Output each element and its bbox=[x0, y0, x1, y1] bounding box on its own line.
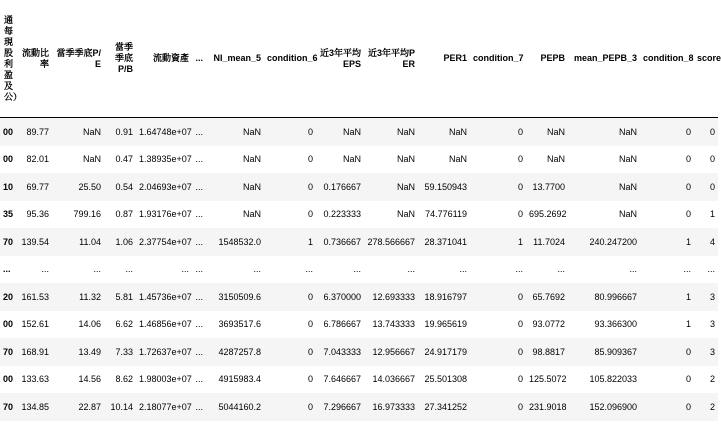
table-cell: ... bbox=[192, 311, 206, 339]
table-cell: 11.7024 bbox=[526, 228, 568, 256]
table-cell: 7.33 bbox=[104, 338, 136, 366]
column-header: ... bbox=[192, 0, 206, 118]
table-cell: NaN bbox=[206, 201, 264, 229]
table-cell: 1.98003e+07 bbox=[136, 366, 192, 394]
table-cell: 2.37754e+07 bbox=[136, 228, 192, 256]
table-cell: 2 bbox=[694, 393, 718, 421]
table-cell: 2.04693e+07 bbox=[136, 173, 192, 201]
table-cell: 13.49 bbox=[52, 338, 104, 366]
table-cell: 125.5072 bbox=[526, 366, 568, 394]
table-cell: 0 bbox=[470, 338, 526, 366]
row-index-cell: 70 bbox=[0, 393, 16, 421]
table-cell: ... bbox=[316, 256, 364, 284]
row-index-cell: 20 bbox=[0, 283, 16, 311]
table-row bbox=[0, 256, 718, 284]
table-cell: 18.916797 bbox=[418, 283, 470, 311]
table-cell: 695.2692 bbox=[526, 201, 568, 229]
table-cell: 0 bbox=[470, 366, 526, 394]
table-cell: ... bbox=[192, 256, 206, 284]
table-cell: 95.36 bbox=[16, 201, 52, 229]
table-cell: 0.91 bbox=[104, 118, 136, 146]
table-cell: 82.01 bbox=[16, 146, 52, 174]
table-cell: NaN bbox=[364, 173, 418, 201]
table-cell: 8.62 bbox=[104, 366, 136, 394]
table-cell: 0.47 bbox=[104, 146, 136, 174]
table-cell: 231.9018 bbox=[526, 393, 568, 421]
table-row bbox=[0, 393, 718, 421]
table-cell: 0 bbox=[470, 311, 526, 339]
table-row bbox=[0, 311, 718, 339]
row-index-cell: 35 bbox=[0, 201, 16, 229]
table-cell: 1.06 bbox=[104, 228, 136, 256]
table-cell: 0 bbox=[264, 146, 316, 174]
table-cell: 0 bbox=[640, 201, 694, 229]
table-cell: 11.32 bbox=[52, 283, 104, 311]
table-cell: 6.370000 bbox=[316, 283, 364, 311]
table-cell: ... bbox=[640, 256, 694, 284]
row-index-cell: 70 bbox=[0, 338, 16, 366]
table-cell: 0.87 bbox=[104, 201, 136, 229]
table-cell: 0 bbox=[640, 338, 694, 366]
table-cell: 98.8817 bbox=[526, 338, 568, 366]
table-cell: NaN bbox=[316, 118, 364, 146]
table-row bbox=[0, 366, 718, 394]
table-cell: 0 bbox=[264, 311, 316, 339]
table-cell: 6.62 bbox=[104, 311, 136, 339]
table-cell: 152.096900 bbox=[568, 393, 640, 421]
table-cell: 7.043333 bbox=[316, 338, 364, 366]
table-cell: 1 bbox=[470, 228, 526, 256]
table-cell: 4 bbox=[694, 228, 718, 256]
table-cell: 4915983.4 bbox=[206, 366, 264, 394]
table-cell: 16.973333 bbox=[364, 393, 418, 421]
table-cell: 2.18077e+07 bbox=[136, 393, 192, 421]
table-cell: 0 bbox=[470, 173, 526, 201]
table-cell: ... bbox=[364, 256, 418, 284]
table-cell: 59.150943 bbox=[418, 173, 470, 201]
table-cell: 133.63 bbox=[16, 366, 52, 394]
table-cell: 5044160.2 bbox=[206, 393, 264, 421]
table-cell: ... bbox=[264, 256, 316, 284]
table-cell: 240.247200 bbox=[568, 228, 640, 256]
table-cell: 0 bbox=[640, 366, 694, 394]
table-cell: 11.04 bbox=[52, 228, 104, 256]
row-index-cell: 00 bbox=[0, 146, 16, 174]
table-cell: 0 bbox=[694, 173, 718, 201]
table-cell: 24.917179 bbox=[418, 338, 470, 366]
table-cell: ... bbox=[52, 256, 104, 284]
table-cell: 74.776119 bbox=[418, 201, 470, 229]
table-cell: 799.16 bbox=[52, 201, 104, 229]
table-cell: ... bbox=[192, 338, 206, 366]
table-cell: 2 bbox=[694, 366, 718, 394]
table-cell: 69.77 bbox=[16, 173, 52, 201]
table-cell: 80.996667 bbox=[568, 283, 640, 311]
table-cell: ... bbox=[192, 146, 206, 174]
table-cell: 22.87 bbox=[52, 393, 104, 421]
column-header: 通每現股利盈及公） bbox=[0, 0, 16, 118]
table-cell: 14.56 bbox=[52, 366, 104, 394]
table-cell: 161.53 bbox=[16, 283, 52, 311]
table-cell: ... bbox=[192, 201, 206, 229]
table-cell: 0 bbox=[694, 146, 718, 174]
table-cell: ... bbox=[192, 366, 206, 394]
table-cell: NaN bbox=[52, 146, 104, 174]
column-header: mean_PEPB_3 bbox=[568, 0, 640, 118]
table-cell: 1.64748e+07 bbox=[136, 118, 192, 146]
table-row bbox=[0, 338, 718, 366]
table-cell: ... bbox=[136, 256, 192, 284]
column-header: 近3年平均PER bbox=[364, 0, 418, 118]
table-cell: NaN bbox=[316, 146, 364, 174]
table-cell: 1 bbox=[694, 201, 718, 229]
column-header: 當季季底P/E bbox=[52, 0, 104, 118]
column-header: PER1 bbox=[418, 0, 470, 118]
table-cell: 5.81 bbox=[104, 283, 136, 311]
table-cell: 1 bbox=[640, 311, 694, 339]
table-cell: 0 bbox=[264, 201, 316, 229]
column-header: 流動比率 bbox=[16, 0, 52, 118]
table-cell: ... bbox=[16, 256, 52, 284]
table-cell: 152.61 bbox=[16, 311, 52, 339]
table-row bbox=[0, 173, 718, 201]
table-cell: 4287257.8 bbox=[206, 338, 264, 366]
table-cell: 93.0772 bbox=[526, 311, 568, 339]
table-cell: 168.91 bbox=[16, 338, 52, 366]
table-row bbox=[0, 146, 718, 174]
table-cell: 1.72637e+07 bbox=[136, 338, 192, 366]
table-cell: ... bbox=[418, 256, 470, 284]
table-cell: 7.646667 bbox=[316, 366, 364, 394]
table-cell: 0 bbox=[470, 283, 526, 311]
table-cell: ... bbox=[192, 118, 206, 146]
table-cell: 0 bbox=[264, 393, 316, 421]
table-row bbox=[0, 228, 718, 256]
table-cell: ... bbox=[104, 256, 136, 284]
table-cell: 65.7692 bbox=[526, 283, 568, 311]
table-cell: 0 bbox=[640, 146, 694, 174]
column-header: PEPB bbox=[526, 0, 568, 118]
table-cell: 1.45736e+07 bbox=[136, 283, 192, 311]
table-cell: NaN bbox=[526, 146, 568, 174]
table-cell: 0 bbox=[264, 173, 316, 201]
table-cell: 0 bbox=[640, 173, 694, 201]
table-cell: NaN bbox=[364, 146, 418, 174]
table-cell: 1.93176e+07 bbox=[136, 201, 192, 229]
table-cell: 0 bbox=[470, 146, 526, 174]
row-index-cell: 00 bbox=[0, 366, 16, 394]
table-cell: ... bbox=[192, 393, 206, 421]
row-index-cell: 00 bbox=[0, 311, 16, 339]
column-header: condition_7 bbox=[470, 0, 526, 118]
table-cell: NaN bbox=[206, 118, 264, 146]
table-cell: NaN bbox=[364, 201, 418, 229]
table-cell: NaN bbox=[568, 201, 640, 229]
table-cell: 93.366300 bbox=[568, 311, 640, 339]
table-cell: 12.956667 bbox=[364, 338, 418, 366]
table-cell: 13.7700 bbox=[526, 173, 568, 201]
table-cell: 1.46856e+07 bbox=[136, 311, 192, 339]
table-cell: NaN bbox=[206, 173, 264, 201]
header-row bbox=[0, 0, 718, 118]
table-cell: NaN bbox=[568, 118, 640, 146]
table-cell: NaN bbox=[526, 118, 568, 146]
table-cell: 0.736667 bbox=[316, 228, 364, 256]
table-cell: NaN bbox=[568, 173, 640, 201]
table-cell: 0 bbox=[264, 118, 316, 146]
table-cell: NaN bbox=[52, 118, 104, 146]
table-cell: 0.176667 bbox=[316, 173, 364, 201]
column-header: 流動資產 bbox=[136, 0, 192, 118]
table-cell: 0 bbox=[470, 118, 526, 146]
table-cell: 105.822033 bbox=[568, 366, 640, 394]
column-header: NI_mean_5 bbox=[206, 0, 264, 118]
table-cell: ... bbox=[568, 256, 640, 284]
table-cell: NaN bbox=[418, 118, 470, 146]
table-cell: ... bbox=[192, 173, 206, 201]
table-cell: 1 bbox=[264, 228, 316, 256]
table-cell: 1548532.0 bbox=[206, 228, 264, 256]
table-cell: 14.06 bbox=[52, 311, 104, 339]
table-cell: 89.77 bbox=[16, 118, 52, 146]
table-row bbox=[0, 201, 718, 229]
table-cell: 14.036667 bbox=[364, 366, 418, 394]
table-cell: 3150509.6 bbox=[206, 283, 264, 311]
table-cell: 10.14 bbox=[104, 393, 136, 421]
table-cell: 0 bbox=[640, 393, 694, 421]
table-cell: ... bbox=[694, 256, 718, 284]
table-cell: 27.341252 bbox=[418, 393, 470, 421]
table-cell: 0.54 bbox=[104, 173, 136, 201]
table-cell: 0 bbox=[470, 393, 526, 421]
column-header: condition_8 bbox=[640, 0, 694, 118]
table-cell: 25.501308 bbox=[418, 366, 470, 394]
table-cell: 19.965619 bbox=[418, 311, 470, 339]
table-cell: ... bbox=[526, 256, 568, 284]
table-cell: 0 bbox=[264, 283, 316, 311]
table-cell: 1.38935e+07 bbox=[136, 146, 192, 174]
table-cell: NaN bbox=[364, 118, 418, 146]
table-cell: 13.743333 bbox=[364, 311, 418, 339]
table-cell: 12.693333 bbox=[364, 283, 418, 311]
table-cell: 25.50 bbox=[52, 173, 104, 201]
table-cell: NaN bbox=[418, 146, 470, 174]
table-cell: 0 bbox=[264, 366, 316, 394]
table-cell: ... bbox=[206, 256, 264, 284]
column-header: condition_6 bbox=[264, 0, 316, 118]
table-cell: 0 bbox=[470, 201, 526, 229]
column-header: score bbox=[694, 0, 718, 118]
table-cell: NaN bbox=[206, 146, 264, 174]
table-cell: 85.909367 bbox=[568, 338, 640, 366]
table-cell: ... bbox=[192, 228, 206, 256]
table-cell: 3 bbox=[694, 311, 718, 339]
table-cell: 0 bbox=[264, 338, 316, 366]
table-cell: 134.85 bbox=[16, 393, 52, 421]
row-index-cell: ... bbox=[0, 256, 16, 284]
column-header: 近3年平均EPS bbox=[316, 0, 364, 118]
row-index-cell: 10 bbox=[0, 173, 16, 201]
table-cell: 0 bbox=[694, 118, 718, 146]
table-cell: NaN bbox=[568, 146, 640, 174]
table-cell: 6.786667 bbox=[316, 311, 364, 339]
table-cell: ... bbox=[470, 256, 526, 284]
table-cell: 3693517.6 bbox=[206, 311, 264, 339]
table-cell: 278.566667 bbox=[364, 228, 418, 256]
table-cell: 0.223333 bbox=[316, 201, 364, 229]
table-cell: ... bbox=[192, 283, 206, 311]
table-cell: 3 bbox=[694, 338, 718, 366]
table-cell: 28.371041 bbox=[418, 228, 470, 256]
table-cell: 1 bbox=[640, 228, 694, 256]
table-row bbox=[0, 283, 718, 311]
table-cell: 0 bbox=[640, 118, 694, 146]
table-row bbox=[0, 118, 718, 146]
table-cell: 1 bbox=[640, 283, 694, 311]
row-index-cell: 00 bbox=[0, 118, 16, 146]
row-index-cell: 70 bbox=[0, 228, 16, 256]
column-header: 當季季底P/B bbox=[104, 0, 136, 118]
table-cell: 3 bbox=[694, 283, 718, 311]
table-cell: 7.296667 bbox=[316, 393, 364, 421]
table-cell: 139.54 bbox=[16, 228, 52, 256]
